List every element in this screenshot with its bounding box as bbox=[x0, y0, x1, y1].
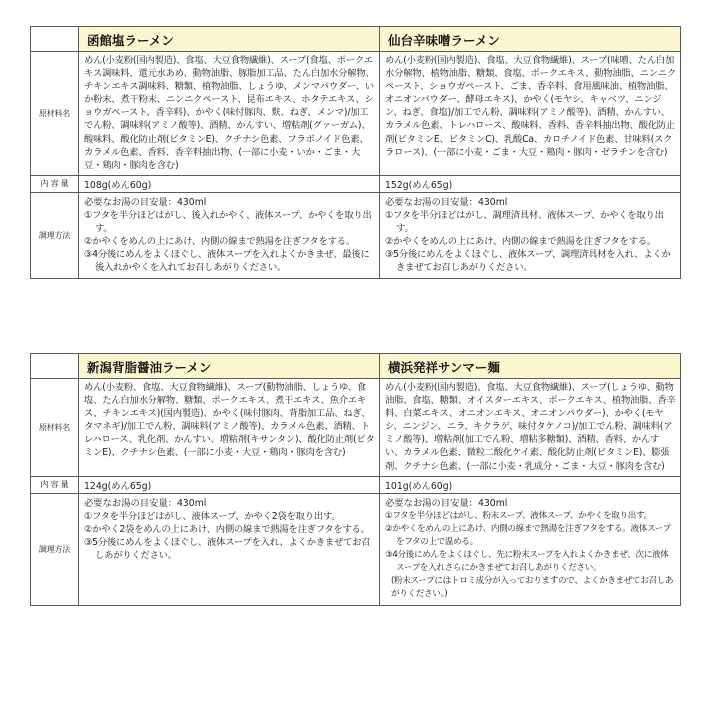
step-1: ①フタを半分ほどはがし、液体スープ、かやく2袋を取り出す。 bbox=[84, 510, 341, 522]
step-2: ②かやく2袋をめんの上にあけ、内側の線まで熱湯を注ぎフタをする。 bbox=[84, 523, 370, 535]
product-name-niigata: 新潟背脂醤油ラーメン bbox=[79, 354, 380, 379]
header-blank-cell bbox=[31, 354, 79, 379]
step-3: ③4分後にめんをよくほぐし、先に粉末スープを入れよくかきまぜ、次に液体スープを入れさらにかきまぜてお召しあがりください。 bbox=[385, 549, 669, 573]
step-3: ③4分後にめんをよくほぐし、液体スープを入れよくかきまぜ、最後に後入れかやくを入れてお召しあがりください。 bbox=[84, 248, 370, 273]
step-1: ①フタを半分ほどはがし、粉末スープ、液体スープ、かやくを取り出す。 bbox=[385, 510, 652, 521]
water-amount: 必要なお湯の目安量：430ml bbox=[385, 497, 508, 509]
ingredients-label: 原材料名 bbox=[31, 379, 79, 477]
preparation-label: 調理方法 bbox=[31, 192, 79, 278]
product-name-sendai: 仙台辛味噌ラーメン bbox=[380, 27, 681, 52]
step-2: ②かやくをめんの上にあけ、内側の線まで熱湯を注ぎフタをする。液体スープをフタの上で温める。 bbox=[385, 523, 671, 547]
ingredients-sendai: めん(小麦粉(国内製造)、食塩、大豆食物繊維)、スープ(味噌、たん白加水分解物、植物油脂、糖類、食塩、ポークエキス、動物油脂、ニンニクペースト、ショウガペースト、ごま、香辛料、食用風味油、植物油脂、オニオンパウダー、酵母エキス)、かやく(モヤシ、キャベツ、ニンジン、ねぎ、食塩)/加工でん粉、調味料(アミノ酸等)、酒精、かんすい、カラメル色素、トレハロース、酸味料、香料、香辛料抽出物、酸化防止剤(ビタミンE、ビタミンC)、乳酸Ca、カロチノイド色素、甘味料(スクラロース)、(一部に小麦・ごま・大豆・鶏肉・豚肉・ゼラチンを含む) bbox=[380, 52, 681, 176]
product-name-yokohama: 横浜発祥サンマー麺 bbox=[380, 354, 681, 379]
water-amount: 必要なお湯の目安量：430ml bbox=[84, 196, 207, 208]
ingredients-yokohama: めん(小麦粉(国内製造)、食塩、大豆食物繊維)、スープ(しょうゆ、動物油脂、食塩、糖類、オイスターエキス、ポークエキス、植物油脂、香辛料、白菜エキス、オニオンエキス、オニオンパウダー)、かやく(モヤシ、ニンジン、ニラ、キクラゲ、味付タケノコ)/加工でん粉、調味料(アミノ酸等)、増粘剤(加工でん粉、増粘多糖類)、酒精、香料、かんすい、カラメル色素、微粒二酸化ケイ素、酸化防止剤(ビタミンE)、膨張剤、クチナシ色素、(一部に小麦・乳成分・ごま・大豆・豚肉を含む) bbox=[380, 379, 681, 477]
step-2: ②かやくをめんの上にあけ、内側の線まで熱湯を注ぎフタをする。 bbox=[385, 235, 656, 247]
preparation-label: 調理方法 bbox=[31, 493, 79, 605]
water-amount: 必要なお湯の目安量：430ml bbox=[84, 497, 207, 509]
step-1: ①フタを半分ほどはがし、調理済具材、液体スープ、かやくを取り出す。 bbox=[385, 209, 664, 234]
step-2: ②かやくをめんの上にあけ、内側の線まで熱湯を注ぎフタをする。 bbox=[84, 235, 355, 247]
ingredients-label: 原材料名 bbox=[31, 52, 79, 176]
header-blank-cell bbox=[31, 27, 79, 52]
step-3: ③5分後にめんをよくほぐし、液体スープを入れ、よくかきまぜてお召しあがりください。 bbox=[84, 536, 371, 561]
volume-label: 内 容 量 bbox=[31, 476, 79, 493]
preparation-yokohama bbox=[380, 493, 681, 605]
step-3: ③5分後にめんをよくほぐし、液体スープ、調理済具材を入れ、よくかきまぜてお召しあがりください。 bbox=[385, 248, 671, 273]
product-table-bottom bbox=[30, 353, 681, 606]
preparation-sendai bbox=[380, 192, 681, 278]
step-1: ①フタを半分ほどはがし、後入れかやく、液体スープ、かやくを取り出す。 bbox=[84, 209, 372, 234]
product-name-hakodate: 函館塩ラーメン bbox=[79, 27, 380, 52]
water-amount: 必要なお湯の目安量：430ml bbox=[385, 196, 508, 208]
volume-yokohama: 101g(めん60g) bbox=[380, 476, 681, 493]
volume-hakodate: 108g(めん60g) bbox=[79, 175, 380, 192]
volume-label: 内 容 量 bbox=[31, 175, 79, 192]
volume-sendai: 152g(めん65g) bbox=[380, 175, 681, 192]
preparation-hakodate bbox=[79, 192, 380, 278]
preparation-note: (粉末スープにはトロミ成分が入っておりますので、よくかきまぜてお召しあがりください。) bbox=[391, 575, 674, 599]
product-table-top bbox=[30, 26, 681, 279]
preparation-niigata bbox=[79, 493, 380, 605]
volume-niigata: 124g(めん65g) bbox=[79, 476, 380, 493]
ingredients-niigata: めん(小麦粉、食塩、大豆食物繊維)、スープ(動物油脂、しょうゆ、食塩、たん白加水分解物、糖類、ポークエキス、煮干エキス、魚介エキス、チキンエキス)(国内製造)、かやく(味付豚肉、背脂加工品、ねぎ、タマネギ)/加工でん粉、調味料(アミノ酸等)、カラメル色素、酒精、トレハロース、乳化剤、かんすい、増粘剤(キサンタン)、酸化防止剤(ビタミンE)、クチナシ色素、(一部に小麦・大豆・鶏肉・豚肉を含む) bbox=[79, 379, 380, 477]
ingredients-hakodate: めん(小麦粉(国内製造)、食塩、大豆食物繊維)、スープ(食塩、ポークエキス調味料、還元水あめ、動物油脂、豚脂加工品、たん白加水分解物、チキンエキス調味料、糖類、植物油脂、しょうゆ、メンマパウダー、いか粉末、煮干粉末、ニンニクペースト、昆布エキス、ホタテエキス、ショウガペースト、香辛料)、かやく(味付豚肉、麩、ねぎ、メンマ)/加工でん粉、調味料(アミノ酸等)、酒精、かんすい、増粘剤(グァーガム)、酸味料、酸化防止剤(ビタミンE)、クチナシ色素、フラボノイド色素、カラメル色素、香料、香辛料抽出物、(一部に小麦・いか・ごま・大豆・鶏肉・豚肉を含む) bbox=[79, 52, 380, 176]
